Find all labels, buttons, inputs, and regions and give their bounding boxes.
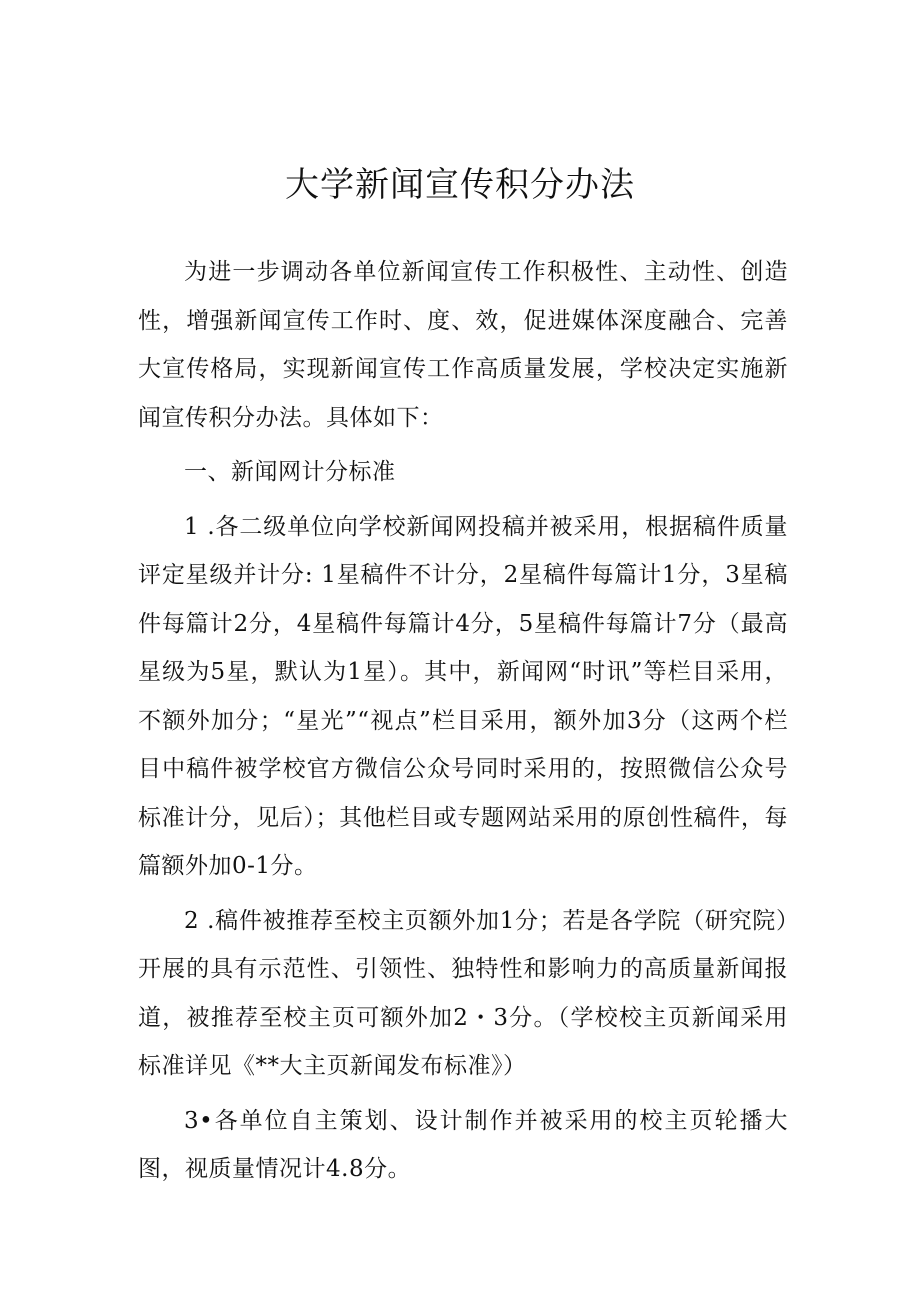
section-heading: 一、新闻网计分标准	[184, 459, 396, 485]
rule-paragraph-2: 2 .稿件被推荐至校主页额外加1分；若是各学院（研究院）开展的具有示范性、引领性、独特性和影响力的高质量新闻报道，被推荐至校主页可额外加2・3分。（学校校主页新闻采用标准详见《**大主页新闻发布标准》）	[138, 907, 788, 1079]
document-title: 大学新闻宣传积分办法	[285, 165, 635, 205]
intro-paragraph: 为进一步调动各单位新闻宣传工作积极性、主动性、创造性，增强新闻宣传工作时、度、效，促进媒体深度融合、完善大宣传格局，实现新闻宣传工作高质量发展，学校决定实施新闻宣传积分办法。具体如下：	[138, 259, 788, 431]
rule-paragraph-3: 3•各单位自主策划、设计制作并被采用的校主页轮播大图，视质量情况计4.8分。	[138, 1107, 788, 1182]
rule-paragraph-1: 1 .各二级单位向学校新闻网投稿并被采用，根据稿件质量评定星级并计分: 1星稿件不计分，2星稿件每篇计1分，3星稿件每篇计2分，4星稿件每篇计4分，5星稿件每篇计7分（最高星级为5星，默认为1星）。其中，新闻网“时讯”等栏目采用，不额外加分；“星光”“视点”栏目采用，额外加3分（这两个栏目中稿件被学校官方微信公众号同时采用的，按照微信公众号标准计分，见后）；其他栏目或专题网站采用的原创性稿件，每篇额外加0-1分。	[138, 513, 788, 879]
document-body	[138, 248, 788, 1200]
